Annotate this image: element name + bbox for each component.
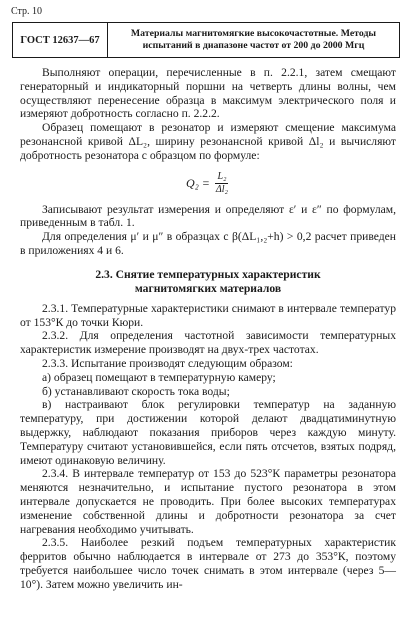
clause-2-3-1: 2.3.1. Температурные характеристики снимают в интервале температур от 153°К до точки Кюри.: [20, 301, 396, 329]
section-heading: [20, 268, 396, 296]
formula-fraction: [214, 171, 230, 196]
list-item-b: б) устанавливают скорость тока воды;: [42, 384, 230, 398]
clause-2-3-3: 2.3.3. Испытание производят следующим образом:: [42, 356, 293, 370]
section-heading-line-2: магнитомягких материалов: [134, 281, 282, 295]
page-content: [20, 66, 396, 592]
paragraph: Образец помещают в резонатор и измеряют смещение максимума резонансной кривой ΔL₂, ширину резонансной кривой Δl₂ и вычисляют добротность резонатора с образцом по формуле:: [20, 121, 396, 162]
formula-denominator: Δl₂: [215, 184, 229, 196]
clause-2-3-2: 2.3.2. Для определения частотной зависимости температурных характеристик измерение производят на двух-трех частотах.: [20, 329, 396, 357]
document-title-line-1: Материалы магнитомягкие высокочастотные. Методы: [130, 28, 377, 39]
page-number: Стр. 10: [11, 6, 43, 17]
document-title-line-2: испытаний в диапазоне частот от 200 до 2000 Мгц: [142, 40, 365, 51]
section-heading-line-1: 2.3. Снятие температурных характеристик: [95, 267, 321, 281]
clause-2-3-5: 2.3.5. Наиболее резкий подъем температурных характеристик ферритов обычно наблюдается в интервале от 273 до 353°К, поэтому требуется наибольшее число точек снимать в этом интервале (через 5—10°). Затем можно увеличить ин-: [20, 536, 396, 591]
formula-numerator: L₂: [217, 171, 227, 183]
paragraph: Выполняют операции, перечисленные в п. 2.2.1, затем смещают генераторный и индикаторный поршни на четверть длины волны, чем осуществляют перенесение образца в максимум электрического поля и измеряют добротность согласно п. 2.2.2.: [20, 66, 396, 121]
list-item-v: в) настраивают блок регулировки температур на заданную температуру, при достижении которой делают двадцатиминутную выдержку, наблюдают показания приборов через каждую минуту. Температуру считают установившейся, если пять отсчетов, взятых подряд, имеют одинаковую величину.: [20, 398, 396, 467]
standard-code: ГОСТ 12637—67: [13, 23, 108, 57]
quality-factor-formula: [20, 169, 396, 199]
paragraph: Для определения μ′ и μ″ в образцах с β(ΔL₁,₂+h) > 0,2 расчет приведен в приложениях 4 и 6.: [20, 230, 396, 257]
document-title: [108, 23, 399, 57]
formula-lhs: Q₂ =: [185, 175, 210, 190]
list-item-a: а) образец помещают в температурную камеру;: [42, 370, 276, 384]
document-header: [12, 22, 400, 58]
clause-2-3-4: 2.3.4. В интервале температур от 153 до 523°К параметры резонатора меняются незначительно, и испытание пустого резонатора в этом интервале допускается не проводить. При более высоких температурах изменение собственной длины и добротности резонатора за счет нагревания необходимо учитывать.: [20, 467, 396, 536]
paragraph: Записывают результат измерения и определяют ε′ и ε″ по формулам, приведенным в табл. 1.: [20, 202, 396, 230]
